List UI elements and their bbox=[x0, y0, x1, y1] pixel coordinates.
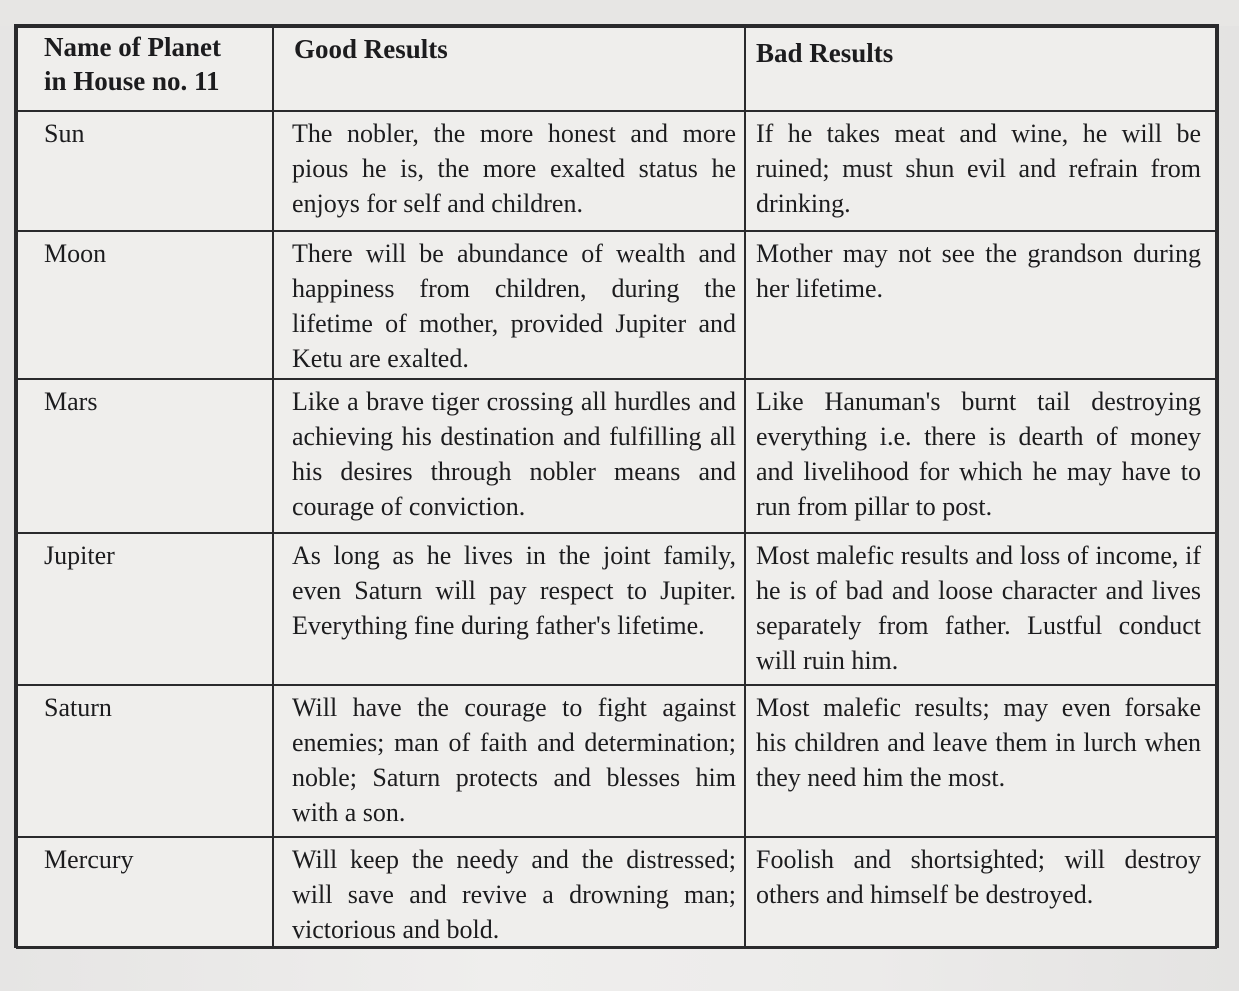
table-row bbox=[17, 685, 1216, 837]
bad-result: Most malefic results; may even forsake his children and leave them in lurch when they need him the most. bbox=[745, 685, 1216, 837]
table-row bbox=[17, 379, 1216, 533]
good-result: There will be abundance of wealth and happiness from children, during the lifetime of mother, provided Jupiter and Ketu are exalted. bbox=[273, 231, 745, 379]
good-result: As long as he lives in the joint family, even Saturn will pay respect to Jupiter. Everything fine during father's lifetime. bbox=[273, 533, 745, 685]
header-planet-line2: in House no. 11 bbox=[44, 66, 220, 96]
bad-result: Most malefic results and loss of income, if he is of bad and loose character and lives separately from father. Lustful conduct will ruin him. bbox=[745, 533, 1216, 685]
good-result: The nobler, the more honest and more pious he is, the more exalted status he enjoys for self and children. bbox=[273, 111, 745, 231]
bad-result: If he takes meat and wine, he will be ruined; must shun evil and refrain from drinking. bbox=[745, 111, 1216, 231]
planet-name: Mars bbox=[17, 379, 273, 533]
header-planet bbox=[17, 27, 273, 111]
table-row bbox=[17, 231, 1216, 379]
table-row bbox=[17, 837, 1216, 948]
bad-result: Mother may not see the grandson during her lifetime. bbox=[745, 231, 1216, 379]
top-margin bbox=[0, 0, 1239, 26]
table-row bbox=[17, 111, 1216, 231]
good-result: Will keep the needy and the distressed; will save and revive a drowning man; victorious and bold. bbox=[273, 837, 745, 948]
header-row bbox=[17, 27, 1216, 111]
header-bad-results: Bad Results bbox=[745, 27, 1216, 111]
results-table-grid bbox=[16, 26, 1217, 949]
header-planet-line1: Name of Planet bbox=[44, 32, 221, 62]
bad-result: Like Hanuman's burnt tail destroying everything i.e. there is dearth of money and livelihood for which he may have to run from pillar to post. bbox=[745, 379, 1216, 533]
planet-name: Sun bbox=[17, 111, 273, 231]
planet-name: Saturn bbox=[17, 685, 273, 837]
header-good-results: Good Results bbox=[273, 27, 745, 111]
table-row bbox=[17, 533, 1216, 685]
planet-results-table bbox=[14, 24, 1219, 948]
planet-name: Moon bbox=[17, 231, 273, 379]
planet-name: Jupiter bbox=[17, 533, 273, 685]
good-result: Like a brave tiger crossing all hurdles and achieving his destination and fulfilling all his desires through nobler means and courage of conviction. bbox=[273, 379, 745, 533]
planet-name: Mercury bbox=[17, 837, 273, 948]
bad-result: Foolish and shortsighted; will destroy others and himself be destroyed. bbox=[745, 837, 1216, 948]
good-result: Will have the courage to fight against enemies; man of faith and determination; noble; Saturn protects and blesses him with a son. bbox=[273, 685, 745, 837]
